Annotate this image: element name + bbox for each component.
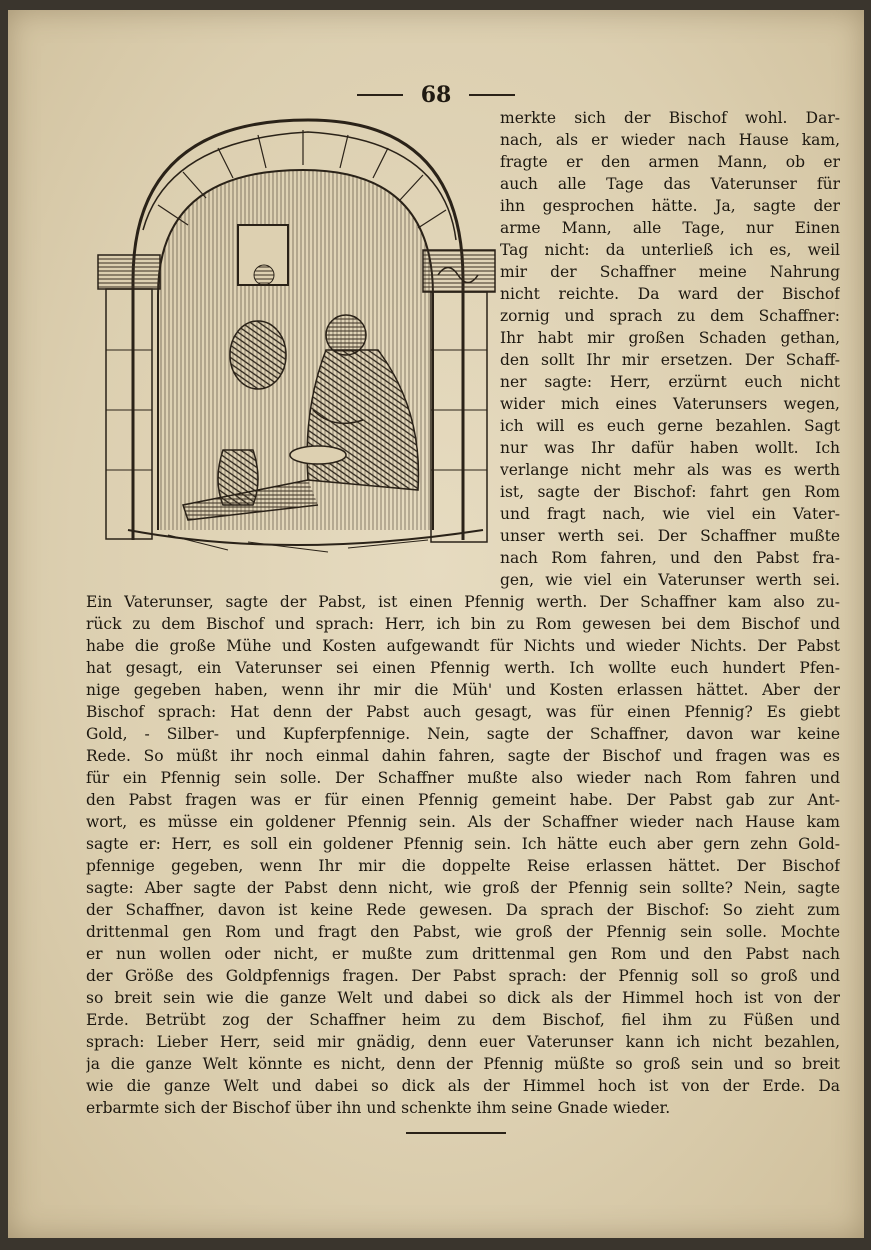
text-line: auch alle Tage das Vaterunser für [500,175,840,193]
text-line: rück zu dem Bischof und sprach: Herr, ich bin zu Rom gewesen bei dem Bischof und [86,615,840,633]
text-line: sagte: Aber sagte der Pabst denn nicht, wie groß der Pfennig sein sollte? Nein, sagte [86,879,840,897]
text-line: Tag nicht: da unterließ ich es, weil [500,241,840,259]
text-line: wie die ganze Welt und dabei so dick als der Himmel hoch ist von der Erde. Da [86,1077,840,1095]
text-line: für ein Pfennig sein solle. Der Schaffner mußte also wieder nach Rom fahren und [86,769,840,787]
text-line: gen, wie viel ein Vaterunser werth sei. [500,571,840,589]
text-line: habe die große Mühe und Kosten aufgewandt für Nichts und wieder Nichts. Der Pabst [86,637,840,655]
book-page [8,10,864,1238]
text-line: Ihr habt mir großen Schaden gethan, [500,329,840,347]
text-line: sagte er: Herr, es soll ein goldener Pfennig sein. Ich hätte euch aber gern zehn Gold- [86,835,840,853]
text-line: ihn gesprochen hätte. Ja, sagte der [500,197,840,215]
end-rule [406,1132,506,1134]
text-line: ich will es euch gerne bezahlen. Sagt [500,417,840,435]
text-line: Ein Vaterunser, sagte der Pabst, ist einen Pfennig werth. Der Schaffner kam also zu- [86,593,840,611]
text-line: ner sagte: Herr, erzürnt euch nicht [500,373,840,391]
text-line: Rede. So müßt ihr noch einmal dahin fahren, sagte der Bischof und fragen was es [86,747,840,765]
text-line: mir der Schaffner meine Nahrung [500,263,840,281]
text-line: zornig und sprach zu dem Schaffner: [500,307,840,325]
text-line: wider mich eines Vaterunsers wegen, [500,395,840,413]
text-line: Gold, - Silber- und Kupferpfennige. Nein, sagte der Schaffner, davon war keine [86,725,840,743]
text-line: der Schaffner, davon ist keine Rede gewesen. Da sprach der Bischof: So zieht zum [86,901,840,919]
text-line: pfennige gegeben, wenn Ihr mir die doppelte Reise erlassen hättet. Der Bischof [86,857,840,875]
text-line: er nun wollen oder nicht, er mußte zum drittenmal gen Rom und den Pabst nach [86,945,840,963]
text-line: und fragt nach, wie viel ein Vater- [500,505,840,523]
text-line: ja die ganze Welt könnte es nicht, denn der Pfennig müßte so groß sein und so breit [86,1055,840,1073]
text-line: unser werth sei. Der Schaffner mußte [500,527,840,545]
text-line-last: erbarmte sich der Bischof über ihn und schenkte ihm seine Gnade wieder. [86,1099,671,1117]
text-line: den sollt Ihr mir ersetzen. Der Schaff- [500,351,840,369]
text-line: arme Mann, alle Tage, nur Einen [500,219,840,237]
text-line: nur was Ihr dafür haben wollt. Ich [500,439,840,457]
text-line: fragte er den armen Mann, ob er [500,153,840,171]
text-line: Erde. Betrübt zog der Schaffner heim zu dem Bischof, fiel ihm zu Füßen und [86,1011,840,1029]
text-line: nige gegeben haben, wenn ihr mir die Müh' und Kosten erlassen hättet. Aber der [86,681,840,699]
text-line: der Größe des Goldpfennigs fragen. Der Pabst sprach: der Pfennig soll so groß und [86,967,840,985]
text-line: hat gesagt, ein Vaterunser sei einen Pfennig werth. Ich wollte euch hundert Pfen- [86,659,840,677]
woodcut-illustration [88,110,500,570]
header-rule-left [357,94,403,96]
text-line: ist, sagte der Bischof: fahrt gen Rom [500,483,840,501]
text-line: nicht reichte. Da ward der Bischof [500,285,840,303]
header-rule-right [469,94,515,96]
text-line: sprach: Lieber Herr, seid mir gnädig, denn euer Vaterunser kann ich nicht bezahlen, [86,1033,840,1051]
page-header [8,80,864,110]
text-line: wort, es müsse ein goldener Pfennig sein. Als der Schaffner wieder nach Hause kam [86,813,840,831]
page-number: 68 [420,82,452,108]
text-line: merkte sich der Bischof wohl. Dar- [500,109,840,127]
text-line: so breit sein wie die ganze Welt und dabei so dick als der Himmel hoch ist von der [86,989,840,1007]
text-line: den Pabst fragen was er für einen Pfennig gemeint habe. Der Pabst gab zur Ant- [86,791,840,809]
text-line: Bischof sprach: Hat denn der Pabst auch gesagt, was für einen Pfennig? Es giebt [86,703,840,721]
text-line: nach, als er wieder nach Hause kam, [500,131,840,149]
text-line: nach Rom fahren, und den Pabst fra- [500,549,840,567]
text-line: verlange nicht mehr als was es werth [500,461,840,479]
text-line: drittenmal gen Rom und fragt den Pabst, wie groß der Pfennig sein solle. Mochte [86,923,840,941]
